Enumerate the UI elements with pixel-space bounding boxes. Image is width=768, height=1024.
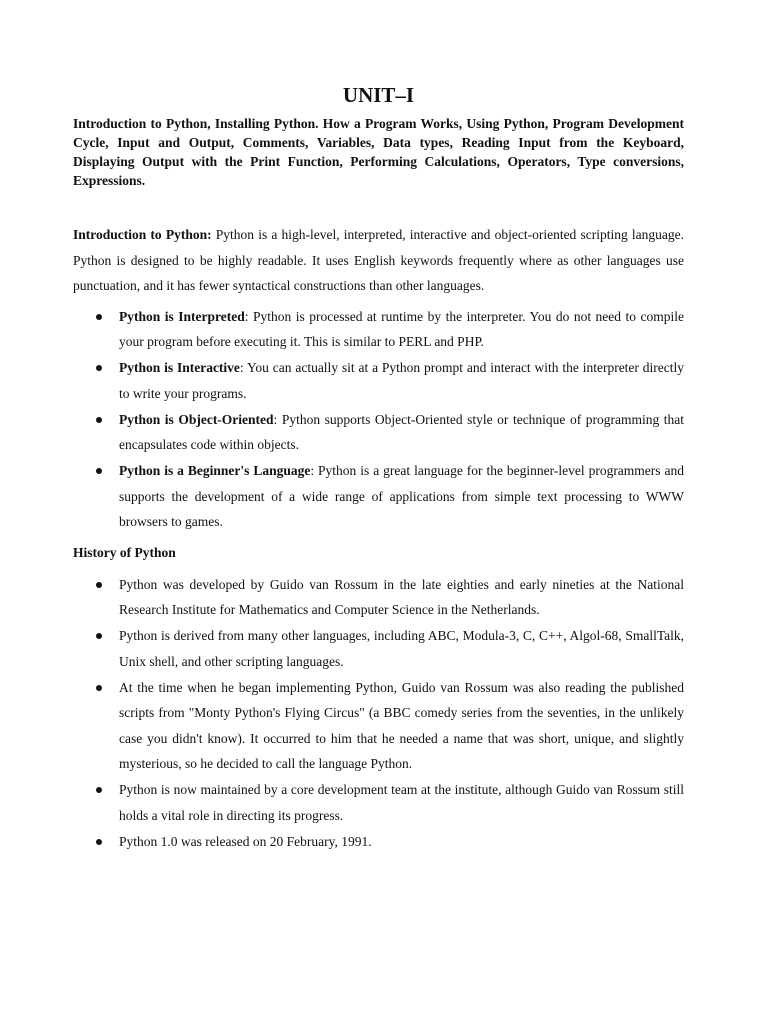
feature-text: : Python is processed at runtime by the interpreter. You do not need to compile your program before executing it. This is similar to PERL and PHP. (119, 308, 685, 349)
list-item (73, 829, 684, 855)
intro-text: Python is a high-level, interpreted, interactive and object-oriented scripting language. Python is designed to be highly readable. It uses English keywords frequently where as other languages use punctuation, and it has fewer syntactical constructions than other languages. (73, 227, 684, 293)
history-item-text: Python was developed by Guido van Rossum in the late eighties and early nineties at the National Research Institute for Mathematics and Computer Science in the Netherlands. (119, 576, 684, 617)
list-item (73, 623, 684, 674)
bullet-icon (96, 839, 102, 845)
list-item (73, 572, 684, 623)
history-list (73, 572, 684, 855)
features-list (73, 304, 684, 535)
list-item (73, 675, 684, 777)
page-content (73, 80, 684, 854)
intro-heading: Introduction to Python: (73, 227, 212, 242)
feature-text: : Python supports Object-Oriented style or technique of programming that encapsulates code within objects. (119, 411, 684, 452)
bullet-icon (96, 633, 102, 639)
bullet-icon (96, 365, 102, 371)
bullet-icon (96, 787, 102, 793)
feature-title: Python is a Beginner's Language (119, 463, 311, 478)
feature-text: : Python is a great language for the beginner-level programmers and supports the development of a wide range of applications from simple text processing to WWW browsers to games. (119, 463, 684, 529)
feature-title: Python is Object-Oriented (119, 411, 274, 427)
feature-title: Python is Interpreted (119, 308, 245, 324)
feature-text: : You can actually sit at a Python prompt and interact with the interpreter directly to write your programs. (119, 360, 684, 401)
unit-topics: Introduction to Python, Installing Python. How a Program Works, Using Python, Program Development Cycle, Input and Output, Comments, Variables, Data types, Reading Input from the Keyboard, Displaying Output with the Print Function, Performing Calculations, Operators, Type conversions, Expressions. (73, 116, 684, 188)
list-item (73, 407, 684, 458)
feature-title: Python is Interactive (119, 360, 240, 375)
list-item (73, 458, 684, 535)
history-heading: History of Python (73, 544, 176, 560)
list-item (73, 777, 684, 828)
bullet-icon (96, 468, 102, 474)
intro-paragraph (73, 222, 684, 299)
list-item (73, 355, 684, 406)
bullet-icon (96, 417, 102, 423)
bullet-icon (96, 582, 102, 588)
unit-title: UNIT–I (342, 83, 415, 107)
history-item-text: Python is now maintained by a core development team at the institute, although Guido van Rossum still holds a vital role in directing its progress. (119, 782, 684, 823)
history-item-text: Python is derived from many other languages, including ABC, Modula-3, C, C++, Algol-68, SmallTalk, Unix shell, and other scripting languages. (119, 628, 684, 669)
history-item-text: Python 1.0 was released on 20 February, 1991. (119, 833, 372, 849)
bullet-icon (96, 314, 102, 320)
list-item (73, 304, 684, 355)
bullet-icon (96, 685, 102, 691)
history-item-text: At the time when he began implementing Python, Guido van Rossum was also reading the published scripts from "Monty Python's Flying Circus" (a BBC comedy series from the seventies, in the unlikely case you didn't know). It occurred to him that he needed a name that was short, unique, and slightly mysterious, so he decided to call the language Python. (119, 679, 684, 771)
